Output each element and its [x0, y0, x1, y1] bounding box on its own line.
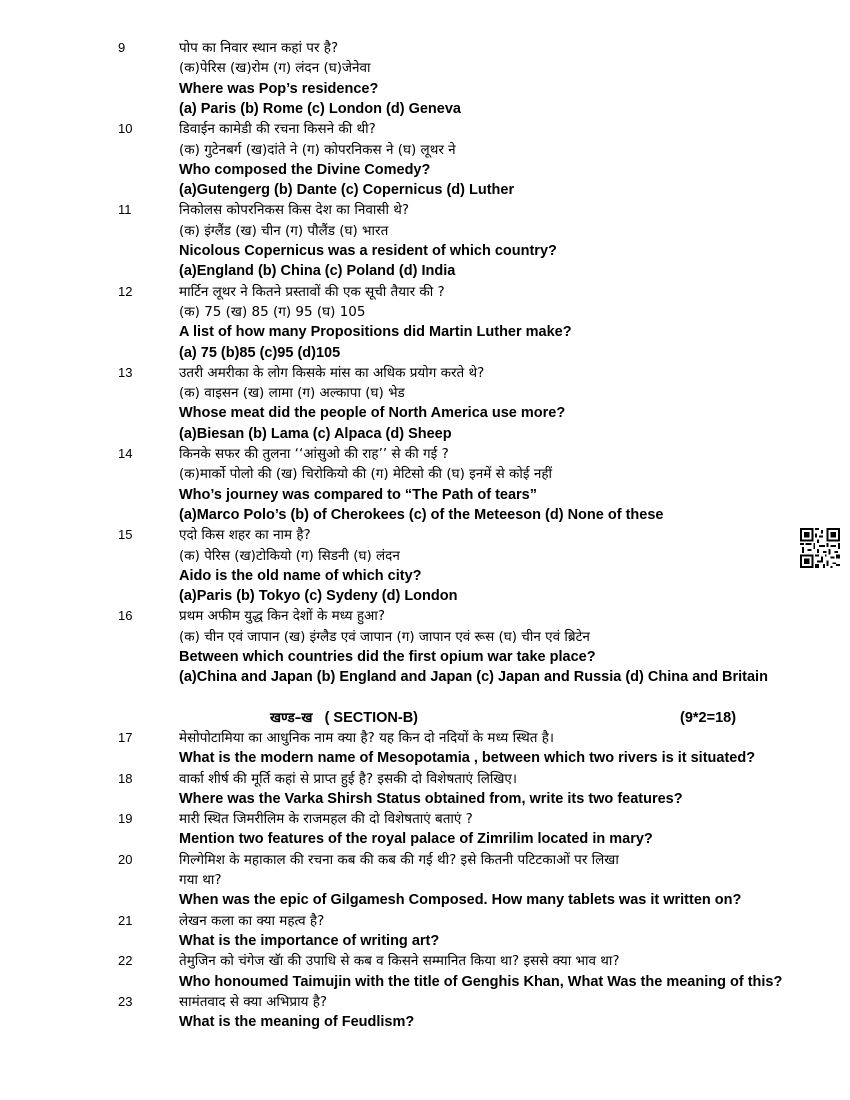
- question-text-hindi: सामंतवाद से क्या अभिप्राय है?: [179, 993, 328, 1010]
- question-text-english: (a)Marco Polo’s (b) of Cherokees (c) of the Meteeson (d) None of these: [179, 506, 664, 523]
- question-text-english: A list of how many Propositions did Martin Luther make?: [179, 324, 572, 341]
- question-number: 15: [118, 527, 133, 543]
- qr-code: [800, 528, 840, 568]
- question-text-hindi: मारी स्थित जिमरीलिम के राजमहल की दो विशेषताएं बताएं ?: [179, 811, 473, 828]
- question-text-hindi: (क) पेरिस (ख)टोकियो (ग) सिडनी (घ) लंदन: [179, 547, 400, 564]
- question-text-hindi: उतरी अमरीका के लोग किसके मांस का अधिक प्रयोग करते थे?: [179, 364, 485, 381]
- question-text-hindi: प्रथम अफीम युद्ध किन देशों के मध्य हुआ?: [179, 608, 386, 625]
- section-heading-english: ( SECTION-B): [324, 709, 419, 726]
- question-text-hindi: (क) 75 (ख) 85 (ग) 95 (घ) 105: [179, 303, 366, 320]
- question-text-hindi: मार्टिन लूथर ने कितने प्रस्तावों की एक सूची तैयार की ?: [179, 283, 445, 300]
- question-text-english: Who composed the Divine Comedy?: [179, 161, 431, 178]
- question-text-english: What is the importance of writing art?: [179, 932, 440, 949]
- question-text-hindi: (क)पेरिस (ख)रोम (ग) लंदन (घ)जेनेवा: [179, 60, 371, 77]
- question-number: 14: [118, 446, 133, 461]
- question-text-english: Where was Pop’s residence?: [179, 80, 379, 97]
- question-text-english: Nicolous Copernicus was a resident of which country?: [179, 243, 557, 259]
- question-text-hindi: तेमुजिन को चंगेज खॅा की उपाधि से कब व किसने सम्मानित किया था? इससे क्या भाव था?: [179, 953, 620, 970]
- question-text-english: (a) Paris (b) Rome (c) London (d) Geneva: [179, 100, 461, 117]
- question-number: 18: [118, 770, 133, 786]
- question-text-hindi: एदो किस शहर का नाम है?: [179, 527, 311, 544]
- question-text-hindi: मेसोपोटामिया का आधुनिक नाम क्या है? यह किन दो नदियों के मध्य स्थित है।: [179, 729, 555, 746]
- question-number: 12: [118, 283, 133, 299]
- question-number: 20: [118, 851, 133, 867]
- question-text-english: Where was the Varka Shirsh Status obtained from, write its two features?: [179, 790, 683, 807]
- question-text-english: (a) 75 (b)85 (c)95 (d)105: [179, 344, 341, 361]
- question-text-hindi: (क)मार्को पोलो की (ख) चिरोकियो की (ग) मेटिसो की (घ) इनमें से कोई नहीं: [179, 466, 552, 483]
- question-text-hindi: डिवाईन कामेडी की रचना किसने की थी?: [179, 121, 376, 138]
- question-number: 9: [118, 40, 126, 55]
- question-number: 23: [118, 993, 133, 1009]
- question-text-hindi: लेखन कला का क्या महत्व है?: [179, 912, 325, 929]
- question-text-english: What is the meaning of Feudlism?: [179, 1014, 415, 1031]
- question-text-english: Between which countries did the first opium war take place?: [179, 649, 596, 665]
- question-text-english: Whose meat did the people of North America use more?: [179, 405, 566, 422]
- section-heading-hindi: खण्ड–ख: [270, 709, 313, 726]
- question-number: 13: [118, 364, 133, 380]
- question-text-english: Who’s journey was compared to “The Path of tears”: [179, 486, 537, 503]
- question-text-hindi: (क) चीन एवं जापान (ख) इंग्लैड एवं जापान (ग) जापान एवं रूस (घ) चीन एवं ब्रिटेन: [179, 628, 590, 645]
- question-text-hindi: गिल्गेमिश के महाकाल की रचना कब की कब की गई थी? इसे कितनी पटिटकाओं पर लिखा: [179, 851, 619, 868]
- question-text-hindi: गया था?: [179, 872, 222, 888]
- question-text-english: What is the modern name of Mesopotamia , between which two rivers is it situated?: [179, 750, 756, 767]
- question-number: 11: [118, 202, 132, 218]
- section-marks: (9*2=18): [680, 709, 737, 726]
- question-text-english: Mention two features of the royal palace of Zimrilim located in mary?: [179, 831, 653, 848]
- question-number: 10: [118, 121, 133, 137]
- question-text-english: (a)Paris (b) Tokyo (c) Sydeny (d) London: [179, 588, 458, 605]
- question-text-hindi: (क) वाइसन (ख) लामा (ग) अल्कापा (घ) भेड: [179, 385, 405, 402]
- question-text-english: (a)England (b) China (c) Poland (d) India: [179, 263, 456, 280]
- question-text-english: (a)China and Japan (b) England and Japan (c) Japan and Russia (d) China and Britain: [179, 669, 768, 686]
- question-number: 16: [118, 608, 133, 624]
- question-text-hindi: निकोलस कोपरनिकस किस देश का निवासी थे?: [179, 202, 410, 219]
- question-number: 22: [118, 953, 133, 969]
- question-text-hindi: किनके सफर की तुलना ‘‘आंसुओ की राह’’ से की गई ?: [179, 446, 449, 462]
- question-text-english: When was the epic of Gilgamesh Composed. How many tablets was it written on?: [179, 892, 742, 909]
- section-heading: [270, 708, 418, 728]
- question-text-hindi: (क) इंग्लैंड (ख) चीन (ग) पौलैंड (घ) भारत: [179, 222, 389, 239]
- question-text-english: (a)Biesan (b) Lama (c) Alpaca (d) Sheep: [179, 425, 452, 442]
- question-text-english: Aido is the old name of which city?: [179, 567, 422, 584]
- question-text-hindi: पोप का निवार स्थान कहां पर है?: [179, 40, 339, 56]
- question-number: 17: [118, 729, 133, 745]
- question-text-hindi: वार्का शीर्ष की मूर्ति कहां से प्राप्त हुई है? इसकी दो विशेषताएं लिखिए।: [179, 770, 517, 787]
- question-number: 19: [118, 811, 133, 827]
- question-text-hindi: (क) गुटेनबर्ग (ख)दांते ने (ग) कोपरनिकस ने (घ) लूथर ने: [179, 141, 456, 158]
- question-text-english: (a)Gutengerg (b) Dante (c) Copernicus (d) Luther: [179, 182, 515, 199]
- question-number: 21: [118, 912, 133, 928]
- question-text-english: Who honoumed Taimujin with the title of Genghis Khan, What Was the meaning of this?: [179, 973, 783, 990]
